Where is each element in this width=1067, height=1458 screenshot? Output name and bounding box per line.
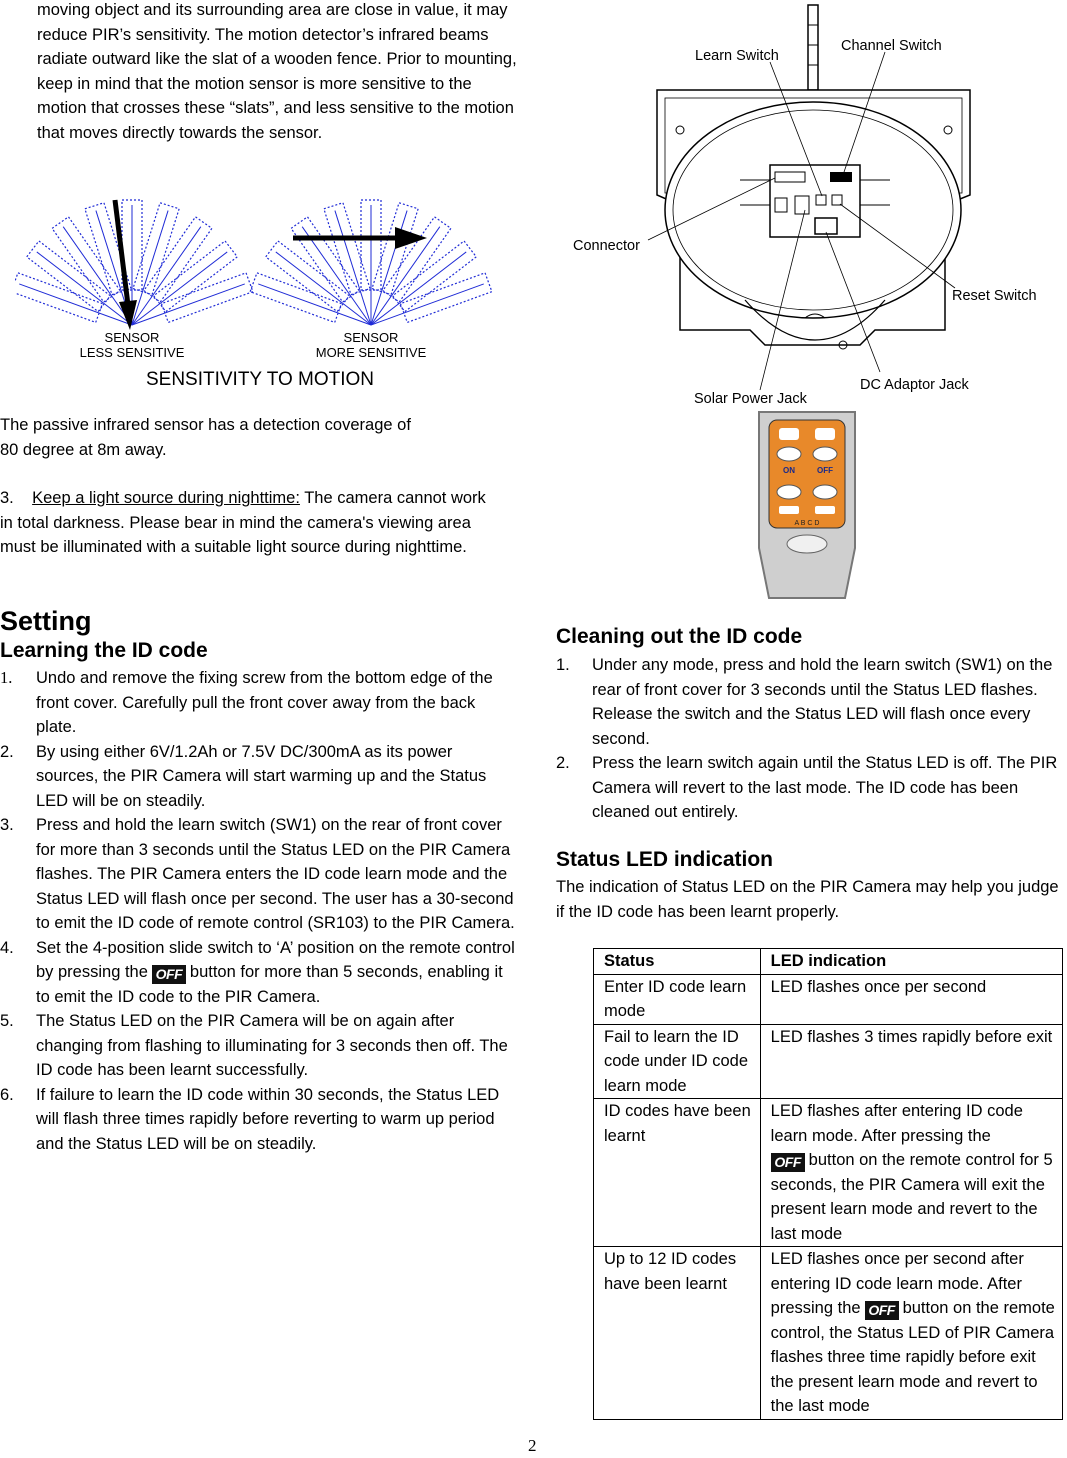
intro-paragraph: moving object and its surrounding area are close in value, it may reduce PIR’s sensitivity. The motion detector’s infrared beams radiate outward like the slat of a wooden fence. Prior to mounting, keep in mind that the motion sensor is more sensitive to the motion that crosses these “slats”, and less sensitive to the motion that moves directly towards the sensor. (37, 1, 517, 142)
list-item: 2. Press the learn switch again until the Status LED is off. The PIR Camera will revert to the last mode. The ID code has been cleaned out entirely. (556, 754, 1058, 821)
coverage-line-1: The passive infrared sensor has a detection coverage of (0, 416, 411, 434)
table-row: Fail to learn the ID code under ID code learn mode LED flashes 3 times rapidly before exit (594, 1024, 1063, 1099)
beam-ray (258, 284, 371, 325)
arrow-head-right (395, 227, 427, 249)
column-header-status: Status (594, 949, 761, 975)
list-item: 3. Press and hold the learn switch (SW1) on the rear of front cover for more than 3 seconds until the Status LED on the PIR Camera flashes. The PIR Camera enters the ID code learn mode and the Status LED will flash once per second. The user has a 30-second to emit the ID code of remote control (SR103) to the PIR Camera. (0, 816, 515, 932)
reset-switch-label: Reset Switch (952, 288, 1037, 304)
table-row: Up to 12 ID codes have been learnt LED flashes once per second after entering ID code learn mode. After pressing the OFF button on the remote control, the Status LED of PIR Camera flashes three time rapidly before exit the present learn mode and revert to the last mode (594, 1247, 1063, 1420)
left-sensor-label-2: LESS SENSITIVE (79, 345, 185, 360)
status-intro: The indication of Status LED on the PIR Camera may help you judge if the ID code has been learnt properly. (556, 878, 1059, 921)
table-row: Enter ID code learn mode LED flashes once per second (594, 974, 1063, 1024)
status-led-heading: Status LED indication (556, 848, 774, 871)
beam-ray (19, 284, 132, 325)
table-row: ID codes have been learnt LED flashes after entering ID code learn mode. After pressing the OFF button on the remote control for 5 seconds, the PIR Camera will exit the present learn mode and revert to the last mode (594, 1099, 1063, 1247)
remote-on-label: ON (783, 466, 795, 475)
right-sensor-label-1: SENSOR (343, 330, 399, 345)
remote-control-figure (755, 408, 859, 602)
off-button-icon: OFF (771, 1153, 805, 1172)
coverage-line-2: 80 degree at 8m away. (0, 440, 167, 459)
cleaning-steps-list (556, 653, 1067, 825)
list-item: 1. Under any mode, press and hold the learn switch (SW1) on the rear of front cover for 3 seconds until the Status LED flashes. Release the switch and the Status LED will flash once every second. (556, 656, 1053, 748)
remote-slide-letters: A B C D (794, 520, 820, 527)
list-item: 1. Undo and remove the fixing screw from the bottom edge of the front cover. Carefully pull the front cover away from the back plate. (0, 668, 493, 736)
dc-adaptor-jack-label: DC Adaptor Jack (860, 377, 969, 393)
beam-fan-right (250, 200, 492, 325)
item-3-underlined: Keep a light source during nighttime: (32, 489, 300, 507)
figure-caption: SENSITIVITY TO MOTION (145, 369, 375, 390)
beam-slat (15, 273, 103, 323)
beam-ray (37, 252, 132, 325)
connector-label: Connector (573, 238, 640, 254)
antenna (808, 5, 818, 90)
beam-ray (132, 284, 245, 325)
beam-ray (371, 252, 466, 325)
learning-steps-list (0, 666, 516, 1156)
list-item: 5. The Status LED on the PIR Camera will be on again after changing from flashing to illuminating for 3 seconds then off. The ID code has been learnt successfully. (0, 1012, 508, 1079)
coverage-paragraph (0, 413, 520, 462)
column-header-led: LED indication (760, 949, 1062, 975)
item-3-rest: The camera cannot work in total darkness. Please bear in mind the camera's viewing area must be illuminated with a suitable light source during nighttime. (0, 489, 486, 556)
remote-off-label: OFF (817, 466, 833, 475)
list-item: 2. By using either 6V/1.2Ah or 7.5V DC/300mA as its power sources, the PIR Camera will start warming up and the Status LED will be on steadily. (0, 742, 487, 810)
sensitivity-figure (15, 190, 505, 390)
night-light-paragraph (0, 486, 500, 560)
item-3-number: 3. (0, 489, 14, 507)
page-number: 2 (528, 1436, 537, 1455)
beam-ray (276, 252, 371, 325)
learning-id-heading: Learning the ID code (0, 639, 208, 662)
channel-switch (830, 172, 852, 182)
channel-switch-label: Channel Switch (841, 38, 942, 54)
arrow-head-left (119, 300, 137, 330)
solar-power-jack-label: Solar Power Jack (694, 391, 807, 407)
beam-ray (371, 284, 484, 325)
right-sensor-label-2: MORE SENSITIVE (315, 345, 427, 360)
off-button-icon: OFF (152, 965, 186, 984)
list-item: 4. Set the 4-position slide switch to ‘A’ position on the remote control by pressing the OFF button for more than 5 seconds, enabling it to emit the ID code to the PIR Camera. (0, 938, 515, 1006)
off-button-icon: OFF (865, 1301, 899, 1320)
device-rear-figure (560, 0, 1067, 410)
table-header-row (594, 949, 1063, 975)
beam-ray (132, 252, 227, 325)
learn-switch-label: Learn Switch (695, 48, 779, 64)
list-item: 6. If failure to learn the ID code within 30 seconds, the Status LED will flash three times rapidly before reverting to warm up period and the Status LED will be on steadily. (0, 1085, 500, 1153)
cleaning-heading: Cleaning out the ID code (556, 625, 803, 648)
setting-heading: Setting (0, 606, 92, 636)
status-led-table (593, 948, 1063, 1420)
left-sensor-label-1: SENSOR (104, 330, 160, 345)
